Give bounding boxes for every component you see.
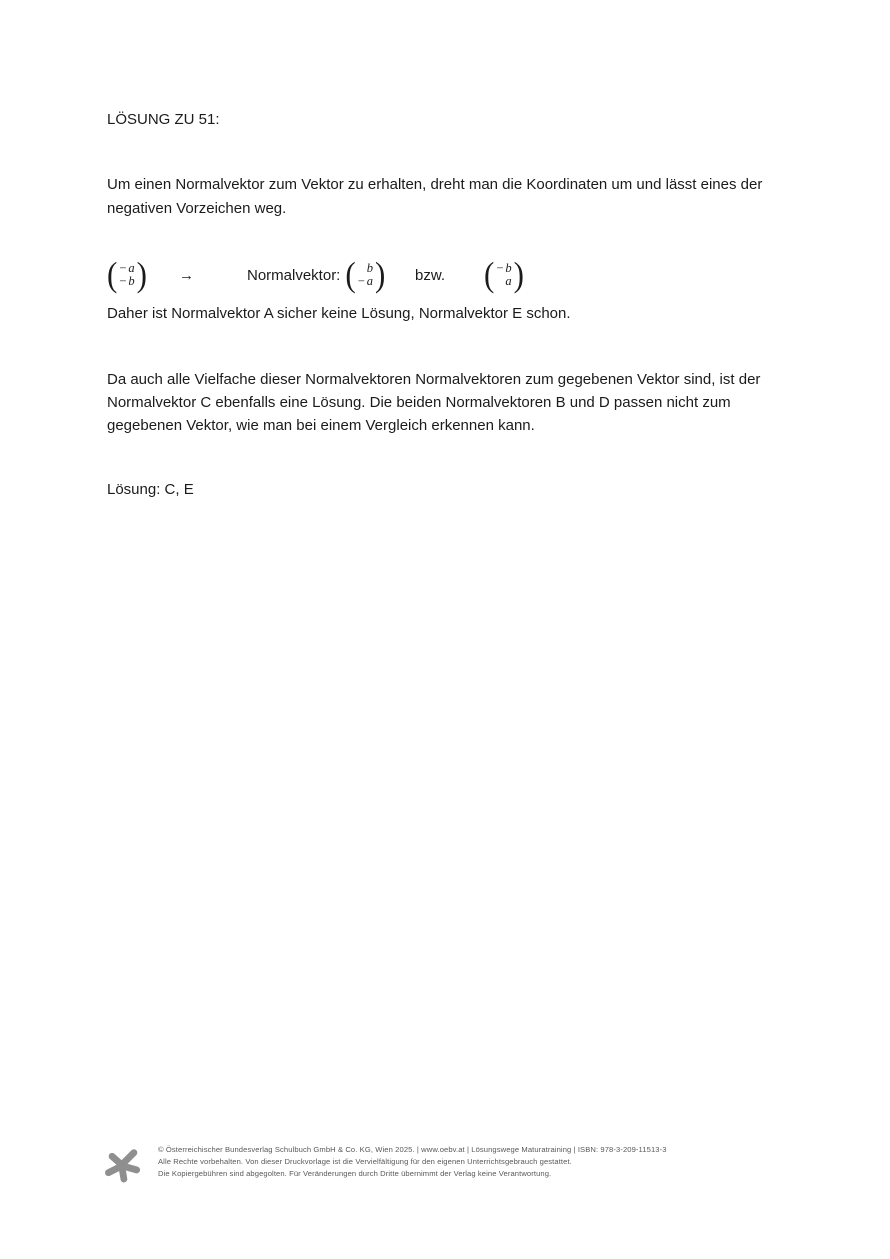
copyright-line-1: © Österreichischer Bundesverlag Schulbuch GmbH & Co. KG, Wien 2025. | www.oebv.at | Lösungswege Maturatraining | ISBN: 978-3-209-11513-3 bbox=[158, 1145, 667, 1154]
page-footer bbox=[103, 1141, 667, 1183]
arrow-icon: → bbox=[179, 266, 194, 284]
minus-sign: − bbox=[119, 260, 127, 275]
given-vector-entries bbox=[117, 262, 136, 289]
vector-entry bbox=[119, 262, 134, 276]
paren-close-icon: ) bbox=[375, 254, 386, 295]
copyright-line-2: Alle Rechte vorbehalten. Von dieser Druckvorlage ist die Vervielfältigung für den eigenen Unterrichtsgebrauch gestattet. bbox=[158, 1157, 572, 1167]
vector-variable: a bbox=[505, 274, 512, 288]
vector-entry bbox=[503, 275, 511, 289]
given-vector bbox=[107, 256, 147, 294]
explanation-line-3: gegebenen Vektor, wie man bei einem Vergleich erkennen kann. bbox=[107, 417, 535, 435]
normal-vector-primary bbox=[345, 254, 386, 295]
explanation-line-2: Normalvektor C ebenfalls eine Lösung. Die beiden Normalvektoren B und D passen nicht zum bbox=[107, 394, 731, 412]
bzw-label: bzw. bbox=[415, 266, 446, 284]
formula-row bbox=[107, 256, 787, 294]
solution-answer: Lösung: C, E bbox=[107, 481, 194, 498]
paren-close-icon: ) bbox=[513, 254, 524, 295]
vector-entry bbox=[496, 262, 511, 276]
page-title: LÖSUNG ZU 51: bbox=[107, 111, 220, 128]
vector-entry bbox=[365, 262, 373, 276]
copyright-line-3: Die Kopiergebühren sind abgegolten. Für Veränderungen durch Dritte übernimmt der Verlag keine Verantwortung. bbox=[158, 1169, 552, 1179]
normalvektor-label: Normalvektor: bbox=[247, 266, 341, 284]
oebv-asterisk-logo-icon bbox=[103, 1146, 143, 1183]
minus-sign: − bbox=[496, 260, 504, 275]
minus-sign: − bbox=[119, 274, 127, 288]
normal-vector-group bbox=[247, 256, 385, 294]
paren-close-icon: ) bbox=[136, 254, 147, 295]
minus-sign: − bbox=[357, 274, 365, 288]
intro-line-1: Um einen Normalvektor zum Vektor zu erhalten, dreht man die Koordinaten um und lässt eines der bbox=[107, 176, 763, 193]
vector-variable: b bbox=[128, 274, 135, 288]
explanation-paragraph bbox=[107, 368, 787, 438]
conclusion-paragraph: Daher ist Normalvektor A sicher keine Lösung, Normalvektor E schon. bbox=[107, 305, 571, 322]
normal-vector-entries bbox=[356, 262, 375, 289]
intro-paragraph bbox=[107, 173, 787, 220]
copyright-block bbox=[158, 1141, 667, 1181]
paren-open-icon: ( bbox=[484, 254, 495, 295]
vector-variable: b bbox=[505, 260, 512, 275]
vector-variable: a bbox=[128, 260, 135, 275]
alt-vector-entries bbox=[494, 262, 513, 289]
explanation-line-1: Da auch alle Vielfache dieser Normalvektoren Normalvektoren zum gegebenen Vektor sind, ist der bbox=[107, 371, 761, 388]
vector-variable: a bbox=[366, 274, 373, 288]
normal-vector-alternative bbox=[484, 256, 524, 294]
paren-open-icon: ( bbox=[107, 254, 118, 295]
intro-line-2: negativen Vorzeichen weg. bbox=[107, 199, 287, 217]
paren-open-icon: ( bbox=[345, 254, 356, 295]
vector-variable: b bbox=[366, 260, 373, 275]
vector-entry bbox=[358, 275, 373, 289]
vector-entry bbox=[119, 275, 134, 289]
